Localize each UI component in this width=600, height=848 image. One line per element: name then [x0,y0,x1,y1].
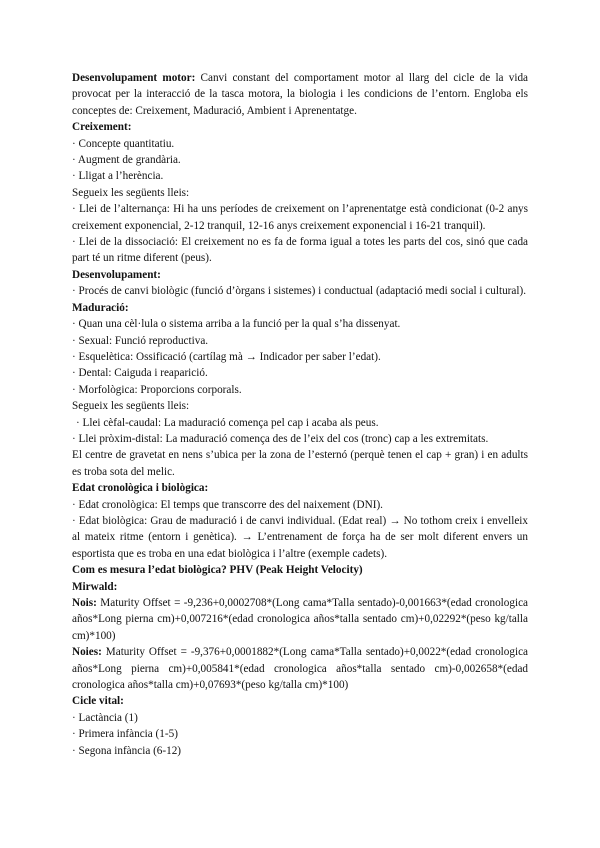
maduracio-law: · Llei pròxim-distal: La maduració comença des de l’eix del cos (tronc) cap a les extremitats. [72,432,489,445]
creixement-law: · Llei de la dissociació: El creixement no es fa de forma igual a totes les parts del cos, sinó que cada part té un ritme diferent (peus). [72,236,528,265]
intro-text: Canvi constant del comportament motor al llarg del cicle de la vida provocat per la interacció de la tasca motora, la biologia i les condicions de l’entorn. Engloba els conceptes de: Creixement, Maduració, Ambient i Aprenentatge. [72,72,528,117]
desenvolupament-heading: Desenvolupament: [72,268,161,281]
mirwald-nois-formula [72,595,528,644]
cicle-bullet: · Segona infància (6-12) [72,744,182,757]
cicle-heading: Cicle vital: [72,695,124,708]
maduracio-bullet: · Quan una cèl·lula o sistema arriba a la funció per la qual s’ha dissenyat. [72,318,401,331]
maduracio-bullet: · Sexual: Funció reproductiva. [72,334,209,347]
mirwald-heading: Mirwald: [72,580,118,593]
creixement-bullet: · Augment de grandària. [72,154,181,167]
intro-paragraph [72,70,528,119]
desenvolupament-bullet: · Procés de canvi biològic (funció d’òrgans i sistemes) i conductual (adaptació medi social i cultural). [72,285,526,298]
maduracio-bullet: · Esquelètica: Ossificació (cartílag mà → Indicador per saber l’edat). [72,350,381,363]
creixement-law: · Llei de l’alternança: Hi ha uns períodes de creixement on l’aprenentatge està condicionat (0-2 anys creixement exponencial, 2-12 tranquil, 12-16 anys creixement exponencial i 16-21 tranquil). [72,203,528,232]
maduracio-bullet: · Morfològica: Proporcions corporals. [72,383,242,396]
creixement-bullet: · Lligat a l’herència. [72,170,164,183]
edat-bullet: · Edat biològica: Grau de maduració i de canvi individual. (Edat real) → No tothom creix i envelleix al mateix ritme (entorn i genètica). → L’entrenament de força ha de ser molt diferent envers un esportista que es troba en una edat biològica i l’altre (exemple cadets). [72,514,528,560]
maduracio-note: El centre de gravetat en nens s’ubica per la zona de l’esternó (perquè tenen el cap + gran) i en adults es troba sota del melic. [72,449,528,478]
noies-text: Maturity Offset = -9,376+0,0001882*(Long cama*Talla sentado)+0,0022*(edad cronologica años*Long pierna cm)+0,005841*(edad cronologica años*talla sentado cm)-0,002658*(edad cronologica años*talla cm)+0,07693*(peso kg/talla cm)*100) [72,646,528,692]
maduracio-heading: Maduració: [72,301,129,314]
creixement-heading: Creixement: [72,121,132,134]
noies-term: Noies: [72,646,102,659]
creixement-laws-intro: Segueix les següents lleis: [72,186,190,199]
maduracio-law: · Llei cèfal-caudal: La maduració comença pel cap i acaba als peus. [76,416,379,429]
edat-bullet: · Edat cronològica: El temps que transcorre des del naixement (DNI). [72,498,383,511]
mirwald-noies-formula [72,644,528,693]
phv-heading: Com es mesura l’edat biològica? PHV (Peak Height Velocity) [72,564,363,577]
maduracio-bullet: · Dental: Caiguda i reaparició. [72,367,208,380]
intro-term: Desenvolupament motor: [72,72,196,84]
creixement-bullet: · Concepte quantitatiu. [72,137,175,150]
maduracio-laws-intro: Segueix les següents lleis: [72,400,190,413]
nois-text: Maturity Offset = -9,236+0,0002708*(Long cama*Talla sentado)-0,001663*(edad cronologica años*Long pierna cm)+0,007216*(edad cronologica años*talla sentado cm)+0,02292*(peso kg/talla cm)*100) [72,597,528,642]
cicle-bullet: · Primera infància (1-5) [72,728,178,741]
nois-term: Nois: [72,597,97,609]
cicle-bullet: · Lactància (1) [72,711,138,724]
edat-heading: Edat cronològica i biològica: [72,482,209,495]
